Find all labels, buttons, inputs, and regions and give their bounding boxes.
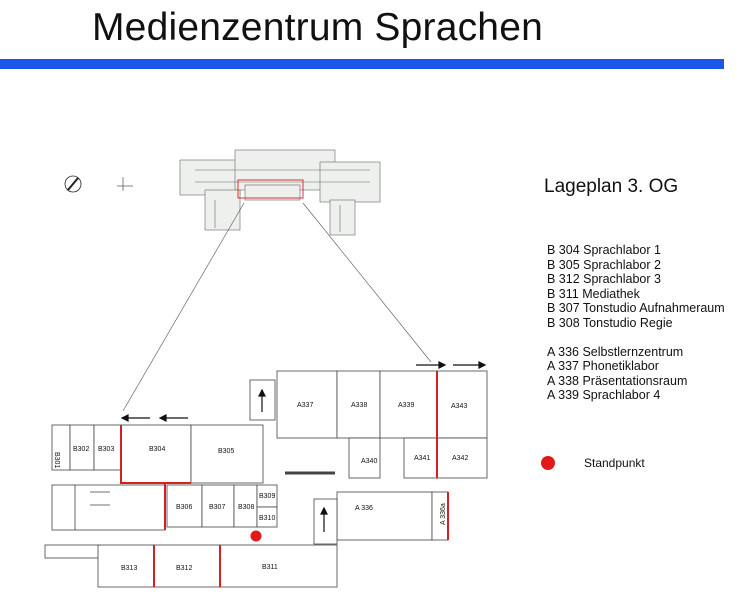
room-b308: B308 (238, 504, 255, 511)
legend-item: B 308 Tonstudio Regie (547, 315, 673, 330)
standpunkt-marker (541, 456, 555, 470)
page-title: Medienzentrum Sprachen (92, 6, 543, 49)
room-b312: B312 (176, 565, 193, 572)
room-a339: A339 (398, 402, 415, 409)
room-b311: B311 (262, 564, 278, 571)
room-b305: B305 (218, 448, 235, 455)
room-b304: B304 (149, 446, 166, 453)
plan-title: Lageplan 3. OG (544, 176, 679, 197)
legend-item: A 336 Selbstlernzentrum (547, 344, 684, 359)
overview-map (180, 150, 380, 235)
standpunkt-label: Standpunkt (584, 456, 645, 470)
room-b306: B306 (176, 504, 193, 511)
room-a336a: A 336a (440, 503, 447, 525)
north-arrow-icon (117, 177, 133, 191)
room-a343: A343 (451, 403, 468, 410)
compass-icon (65, 176, 81, 192)
legend-item: B 305 Sprachlabor 2 (547, 257, 661, 272)
legend-item: B 304 Sprachlabor 1 (547, 243, 661, 257)
legend-item: B 307 Tonstudio Aufnahmeraum (547, 301, 725, 316)
legend-item: B 311 Mediathek (547, 286, 640, 301)
room-b307: B307 (209, 504, 226, 511)
legend-item: A 337 Phonetiklabor (547, 359, 659, 374)
legend-item: A 338 Präsentationsraum (547, 373, 688, 388)
room-a342: A342 (452, 455, 469, 462)
room-b309: B309 (259, 493, 276, 500)
detail-plan (45, 371, 487, 587)
room-a341: A341 (414, 455, 431, 462)
room-a340: A340 (361, 458, 378, 465)
room-legend (547, 243, 725, 403)
room-b302: B302 (73, 446, 90, 453)
room-b303: B303 (98, 446, 115, 453)
current-position-marker (251, 531, 262, 542)
room-a338: A338 (351, 402, 368, 409)
legend-item: B 312 Sprachlabor 3 (547, 272, 661, 287)
legend-item: A 339 Sprachlabor 4 (547, 388, 661, 403)
room-b313: B313 (121, 565, 138, 572)
room-a336: A 336 (355, 505, 373, 512)
room-b310: B310 (259, 515, 276, 522)
room-b301: B301 (53, 452, 60, 469)
room-a337: A337 (297, 402, 314, 409)
